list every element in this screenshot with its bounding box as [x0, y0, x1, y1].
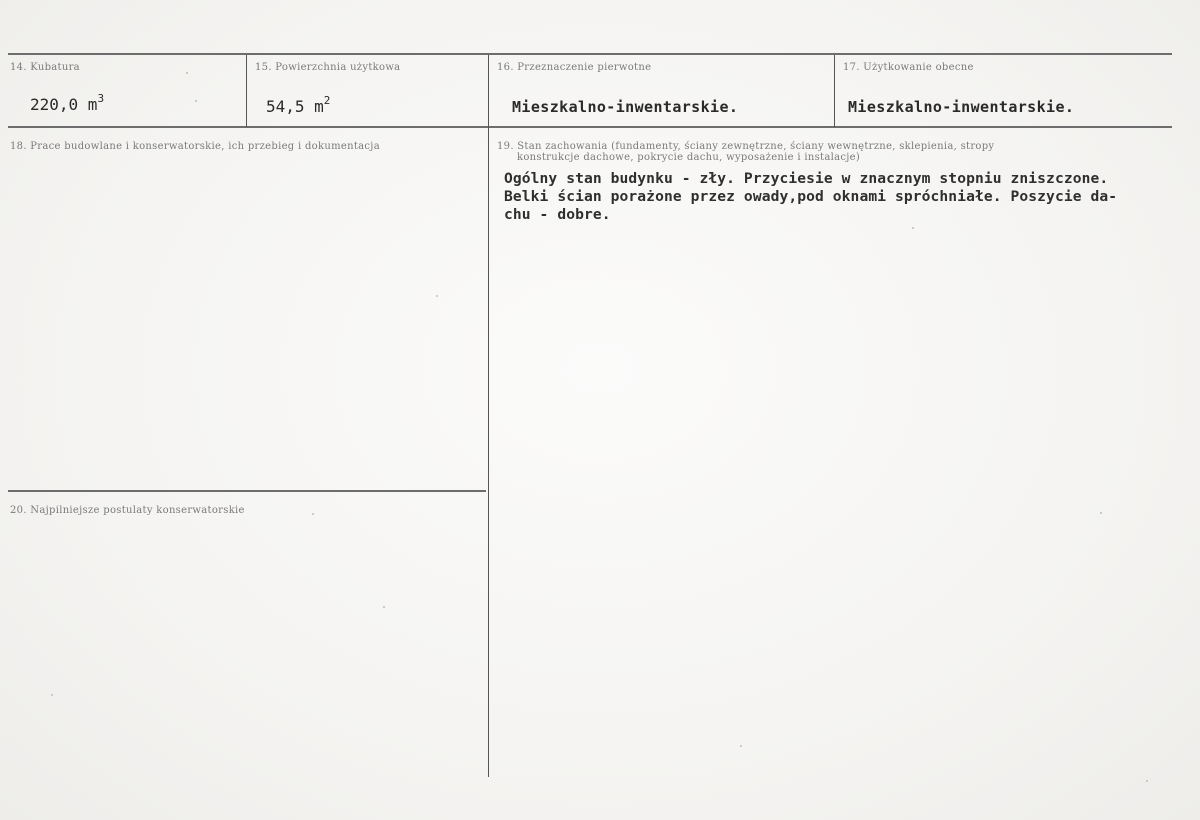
paper-speck: [912, 227, 914, 229]
paper-speck: [51, 694, 53, 696]
top-rule: [8, 53, 1172, 55]
field-14-number: 220,0 m: [30, 95, 98, 114]
field-19-text-line-1: Ogólny stan budynku - zły. Przyciesie w znacznym stopniu zniszczone.: [504, 170, 1109, 187]
paper-speck: [436, 295, 438, 297]
field-16-value: Mieszkalno-inwentarskie.: [512, 98, 739, 116]
field-19-label-line-2: konstrukcje dachowe, pokrycie dachu, wyposażenie i instalacje): [517, 152, 861, 163]
left-column-divider-rule: [8, 490, 486, 492]
field-15-power: 2: [323, 94, 331, 107]
row-divider-rule: [8, 126, 1172, 128]
field-19-text-line-3: chu - dobre.: [504, 206, 611, 223]
paper-speck: [740, 745, 742, 747]
field-14-value: [30, 92, 104, 114]
field-18-label: 18. Prace budowlane i konserwatorskie, ich przebieg i dokumentacja: [10, 141, 380, 152]
paper-speck: [186, 72, 188, 74]
field-16-label: 16. Przeznaczenie pierwotne: [497, 62, 652, 73]
field-20-label: 20. Najpilniejsze postulaty konserwatorskie: [10, 505, 245, 516]
paper-speck: [312, 513, 314, 515]
field-17-value: Mieszkalno-inwentarskie.: [848, 98, 1075, 116]
field-15-number: 54,5 m: [266, 97, 324, 116]
vline-main: [488, 55, 489, 777]
field-14-label: 14. Kubatura: [10, 62, 80, 73]
field-17-label: 17. Użytkowanie obecne: [843, 62, 974, 73]
vline-14-15: [246, 55, 247, 127]
paper-speck: [1146, 780, 1148, 782]
paper-speck: [195, 100, 197, 102]
paper-speck: [1100, 512, 1102, 514]
field-14-power: 3: [97, 92, 105, 105]
field-15-value: [266, 94, 330, 116]
field-15-label: 15. Powierzchnia użytkowa: [255, 62, 401, 73]
paper-speck: [383, 606, 385, 608]
field-19-text-line-2: Belki ścian porażone przez owady,pod oknami spróchniałe. Poszycie da-: [504, 188, 1118, 205]
vline-16-17: [834, 55, 835, 127]
field-19-label-line-1: 19. Stan zachowania (fundamenty, ściany zewnętrzne, ściany wewnętrzne, sklepienia, stropy: [497, 141, 995, 152]
